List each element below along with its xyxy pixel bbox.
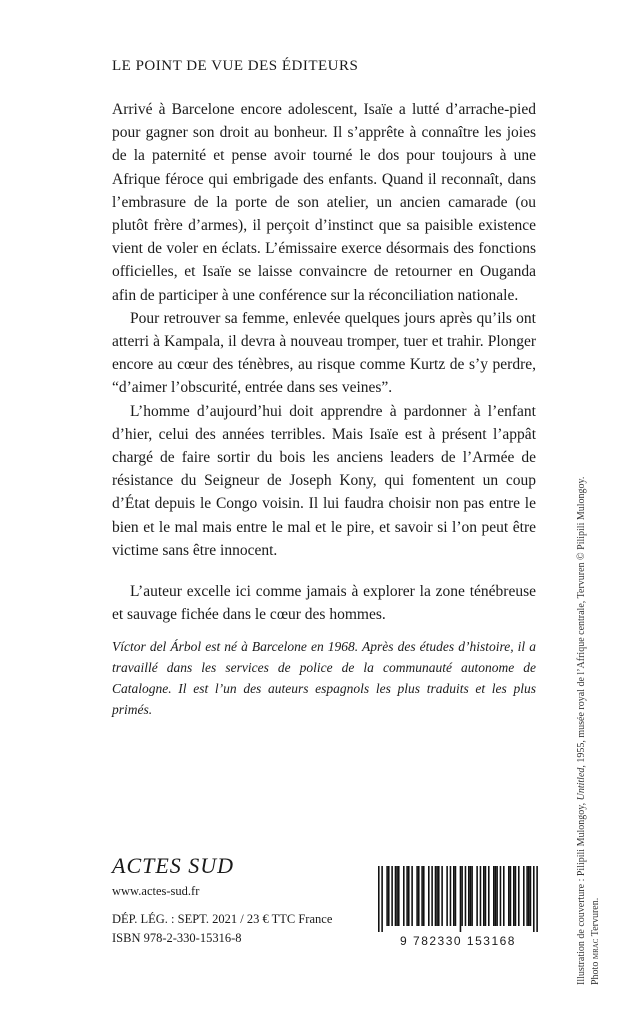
isbn: ISBN 978-2-330-15316-8 xyxy=(112,931,242,945)
barcode-bar xyxy=(530,866,532,926)
barcode-bar xyxy=(395,866,397,926)
barcode-bar xyxy=(513,866,515,926)
barcode xyxy=(378,866,538,936)
synopsis-paragraph-4: L’auteur excelle ici comme jamais à explorer la zone ténébreuse et sauvage fichée dans le cœur des hommes. xyxy=(112,583,536,624)
barcode-bar xyxy=(398,866,400,926)
barcode-bar xyxy=(483,866,485,926)
barcode-bar xyxy=(515,866,517,926)
barcode-bar xyxy=(471,866,473,926)
barcode-bar xyxy=(518,866,520,926)
barcode-bar xyxy=(453,866,455,926)
legal-info xyxy=(112,910,332,948)
barcode-bar xyxy=(493,866,495,926)
barcode-digits: 9 782330 153168 xyxy=(400,934,516,948)
barcode-bar xyxy=(485,866,487,926)
barcode-bar xyxy=(526,866,528,926)
barcode-bar xyxy=(523,866,525,926)
barcode-bar xyxy=(503,866,505,926)
barcode-bar xyxy=(455,866,457,926)
barcode-bar xyxy=(510,866,512,926)
synopsis-paragraph-2: Pour retrouver sa femme, enlevée quelques jours après qu’ils ont atterri à Kampala, il devra à nouveau tromper, tuer et trahir. Plonger encore au cœur des ténèbres, au risque comme Kurtz de s’y perdre, “d’aimer l’obscurité, entrée dans ses veines”. xyxy=(112,309,536,397)
synopsis-paragraph-1: Arrivé à Barcelone encore adolescent, Isaïe a lutté d’arrache-pied pour gagner son droit au bonheur. Il s’apprête à connaître les joies de la paternité et pense avoir tourné le dos pour toujours à une Afrique féroce qui embrigade des enfants. Quand il reconnaît, dans l’embrasure de la porte de son atelier, un ancien camarade (ou plutôt frère d’armes), il perçoit d’instinct que sa paisible existence vient de voler en éclats. L’émissaire exerce désormais des fonctions officielles, et Isaïe se laisse convaincre de retourner en Ouganda afin de participer à une conférence sur la réconciliation nationale. xyxy=(112,101,536,304)
barcode-bar xyxy=(536,866,538,932)
barcode-bar xyxy=(476,866,478,926)
illustration-credit xyxy=(575,315,603,985)
barcode-bar xyxy=(386,866,388,926)
barcode-bar xyxy=(470,866,472,926)
barcode-bar xyxy=(450,866,452,926)
barcode-bar xyxy=(418,866,420,926)
barcode-bar xyxy=(508,866,510,926)
barcode-bar xyxy=(396,866,398,926)
publisher-website: www.actes-sud.fr xyxy=(112,884,200,898)
barcode-bar xyxy=(431,866,433,926)
barcode-bar xyxy=(421,866,423,926)
barcode-bar xyxy=(423,866,425,926)
synopsis xyxy=(112,98,536,626)
barcode-bar xyxy=(411,866,413,926)
barcode-bar xyxy=(460,866,462,932)
synopsis-paragraph-3: L’homme d’aujourd’hui doit apprendre à pardonner à l’enfant d’hier, celui des années terribles. Mais Isaïe est à présent l’appât chargé de faire sortir du bois les anciens leaders de l’Armée de résistance du Seigneur de Joseph Kony, qui fomentent un coup d’État depuis le Congo voisin. Il lui faudra choisir non pas entre le bien et le mal mais entre le mal et le pire, et savoir si l’on peut être victime sans être innocent. xyxy=(112,402,536,559)
barcode-bar xyxy=(441,866,443,926)
barcode-bar xyxy=(428,866,430,926)
barcode-bar xyxy=(468,866,470,926)
credit-line-2: Photo mrac Tervuren. xyxy=(590,897,601,985)
barcode-bar xyxy=(480,866,482,926)
legal-deposit: DÉP. LÉG. : SEPT. 2021 / 23 € TTC France xyxy=(112,912,333,926)
barcode-bar xyxy=(436,866,438,926)
barcode-bar xyxy=(446,866,448,926)
barcode-bar xyxy=(496,866,498,926)
barcode-bar xyxy=(408,866,410,926)
barcode-bar xyxy=(528,866,530,926)
barcode-bar xyxy=(461,866,463,926)
barcode-bar xyxy=(533,866,535,932)
barcode-bar xyxy=(438,866,440,926)
barcode-bar xyxy=(500,866,502,926)
barcode-bar xyxy=(378,866,380,932)
barcode-bar xyxy=(495,866,497,926)
barcode-bars xyxy=(378,866,538,932)
barcode-bar xyxy=(416,866,418,926)
barcode-bar xyxy=(388,866,390,926)
barcode-bar xyxy=(488,866,490,926)
credit-line-1: Illustration de couverture : Pilipili Mulongoy, Untitled, 1955, musée royal de l’Afrique centrale, Tervuren © Pilipili Mulongoy. xyxy=(576,476,587,985)
barcode-bar xyxy=(391,866,393,926)
barcode-bar xyxy=(465,866,467,926)
barcode-bar xyxy=(435,866,437,926)
barcode-bar xyxy=(406,866,408,926)
publisher-logo: ACTES SUD xyxy=(112,853,235,878)
section-heading: LE POINT DE VUE DES ÉDITEURS xyxy=(112,58,359,74)
barcode-bar xyxy=(403,866,405,926)
author-bio: Víctor del Árbol est né à Barcelone en 1968. Après des études d’histoire, il a travaillé dans les services de police de la communauté autonome de Catalogne. Il est l’un des auteurs espagnols les plus traduits et les plus primés. xyxy=(112,639,536,717)
barcode-bar xyxy=(381,866,383,932)
